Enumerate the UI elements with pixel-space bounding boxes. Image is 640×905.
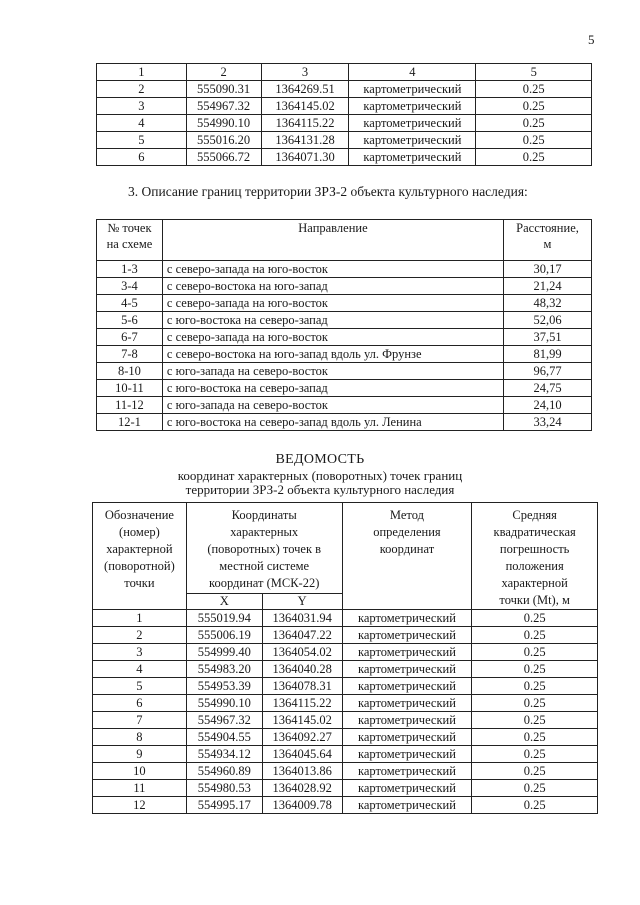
point-number: 11 — [93, 780, 187, 797]
error-value: 0.25 — [472, 729, 598, 746]
error-value: 0.25 — [476, 115, 592, 132]
coord-y: 1364009.78 — [262, 797, 342, 814]
direction: с северо-востока на юго-запад вдоль ул. Фрунзе — [162, 346, 503, 363]
point-number: 2 — [93, 627, 187, 644]
point-number: 5 — [93, 678, 187, 695]
method: картометрический — [342, 780, 472, 797]
coord-x: 554980.53 — [186, 780, 262, 797]
header-distance — [504, 220, 592, 261]
coord-y: 1364115.22 — [262, 695, 342, 712]
distance: 48,32 — [504, 295, 592, 312]
coord-x: 555090.31 — [186, 81, 261, 98]
coord-y: 1364071.30 — [261, 149, 349, 166]
header-line: Обозначение — [104, 508, 174, 522]
coord-y: 1364047.22 — [262, 627, 342, 644]
table-row — [97, 312, 592, 329]
table-row — [97, 346, 592, 363]
error-value: 0.25 — [472, 627, 598, 644]
error-value: 0.25 — [472, 797, 598, 814]
coord-x: 554904.55 — [186, 729, 262, 746]
table-row — [97, 363, 592, 380]
table-row — [93, 763, 598, 780]
coord-y: 1364013.86 — [262, 763, 342, 780]
header-line: точки (Mt), м — [499, 593, 570, 607]
header-line: координат (МСК-22) — [209, 576, 320, 590]
header-line: (поворотной) — [104, 559, 175, 573]
table-row — [97, 98, 592, 115]
coord-x: 554990.10 — [186, 695, 262, 712]
distance: 33,24 — [504, 414, 592, 431]
point-number: 6 — [97, 149, 187, 166]
table-row — [93, 746, 598, 763]
header-line: м — [543, 237, 552, 251]
table-row — [93, 695, 598, 712]
coord-y: 1364054.02 — [262, 644, 342, 661]
coord-x: 554953.39 — [186, 678, 262, 695]
point-number: 4 — [97, 115, 187, 132]
point-number: 3 — [97, 98, 187, 115]
method: картометрический — [342, 644, 472, 661]
table-row — [97, 329, 592, 346]
table-row — [93, 780, 598, 797]
header-line: характерных — [230, 525, 299, 539]
method: картометрический — [342, 661, 472, 678]
error-value: 0.25 — [472, 610, 598, 627]
table-row — [97, 380, 592, 397]
point-number: 6 — [93, 695, 187, 712]
header-cell: 3 — [261, 64, 349, 81]
table-row — [93, 644, 598, 661]
table-row — [97, 149, 592, 166]
header-x: X — [186, 593, 262, 609]
header-line: Метод — [389, 508, 424, 522]
point-number: 12 — [93, 797, 187, 814]
table-row — [93, 678, 598, 695]
table-row — [93, 712, 598, 729]
error-value: 0.25 — [472, 746, 598, 763]
coord-y: 1364031.94 — [262, 610, 342, 627]
coord-x: 554990.10 — [186, 115, 261, 132]
segment: 12-1 — [97, 414, 163, 431]
header-line: координат — [379, 542, 435, 556]
table-row — [93, 627, 598, 644]
method: картометрический — [342, 695, 472, 712]
error-value: 0.25 — [472, 678, 598, 695]
coord-x: 554934.12 — [186, 746, 262, 763]
direction: с юго-востока на северо-запад — [162, 312, 503, 329]
direction: с северо-запада на юго-восток — [162, 329, 503, 346]
coord-y: 1364045.64 — [262, 746, 342, 763]
coord-x: 555006.19 — [186, 627, 262, 644]
distance: 37,51 — [504, 329, 592, 346]
table-row — [93, 610, 598, 627]
segment: 8-10 — [97, 363, 163, 380]
table-row — [97, 132, 592, 149]
boundary-description-table — [96, 219, 592, 431]
header-line: Координаты — [231, 508, 297, 522]
method: картометрический — [342, 627, 472, 644]
table-row — [97, 81, 592, 98]
distance: 24,75 — [504, 380, 592, 397]
coord-x: 554967.32 — [186, 98, 261, 115]
table-header-row — [97, 220, 592, 261]
vedomost-subtitle: территории ЗРЗ-2 объекта культурного наследия — [185, 482, 455, 497]
segment: 11-12 — [97, 397, 163, 414]
point-number: 5 — [97, 132, 187, 149]
coord-x: 554983.20 — [186, 661, 262, 678]
table-header-row — [97, 64, 592, 81]
vedomost-subtitle: координат характерных (поворотных) точек границ — [177, 468, 463, 483]
header-line: местной системе — [219, 559, 310, 573]
coord-x: 555066.72 — [186, 149, 261, 166]
characteristic-points-table — [92, 502, 598, 814]
segment: 5-6 — [97, 312, 163, 329]
method: картометрический — [342, 729, 472, 746]
error-value: 0.25 — [472, 695, 598, 712]
error-value: 0.25 — [476, 81, 592, 98]
distance: 52,06 — [504, 312, 592, 329]
coord-y: 1364040.28 — [262, 661, 342, 678]
header-cell: 2 — [186, 64, 261, 81]
point-number: 10 — [93, 763, 187, 780]
direction: с юго-востока на северо-запад — [162, 380, 503, 397]
method: картометрический — [349, 132, 476, 149]
point-number: 1 — [93, 610, 187, 627]
coord-x: 554967.32 — [186, 712, 262, 729]
point-number: 3 — [93, 644, 187, 661]
error-value: 0.25 — [472, 780, 598, 797]
direction: с северо-востока на юго-запад — [162, 278, 503, 295]
coord-y: 1364092.27 — [262, 729, 342, 746]
direction: с северо-запада на юго-восток — [162, 295, 503, 312]
header-line: характерной — [501, 576, 568, 590]
header-line: на схеме — [106, 237, 153, 251]
header-line: погрешность — [499, 542, 570, 556]
point-number: 2 — [97, 81, 187, 98]
method: картометрический — [342, 746, 472, 763]
direction: с юго-востока на северо-запад вдоль ул. Ленина — [162, 414, 503, 431]
page-number: 5 — [588, 32, 595, 47]
header-line: характерной — [106, 542, 173, 556]
coord-x: 555019.94 — [186, 610, 262, 627]
direction: с северо-запада на юго-восток — [162, 261, 503, 278]
header-cell: 5 — [476, 64, 592, 81]
coord-y: 1364145.02 — [262, 712, 342, 729]
header-points — [97, 220, 163, 261]
method: картометрический — [349, 98, 476, 115]
point-number: 7 — [93, 712, 187, 729]
coord-y: 1364028.92 — [262, 780, 342, 797]
error-value: 0.25 — [472, 763, 598, 780]
point-number: 9 — [93, 746, 187, 763]
vedomost-title: ВЕДОМОСТЬ — [275, 452, 365, 467]
header-direction: Направление — [162, 220, 503, 261]
segment: 6-7 — [97, 329, 163, 346]
error-value: 0.25 — [472, 661, 598, 678]
point-number: 4 — [93, 661, 187, 678]
method: картометрический — [342, 610, 472, 627]
table-row — [93, 661, 598, 678]
distance: 30,17 — [504, 261, 592, 278]
coord-x: 554995.17 — [186, 797, 262, 814]
coord-x: 555016.20 — [186, 132, 261, 149]
coord-y: 1364145.02 — [261, 98, 349, 115]
error-value: 0.25 — [472, 644, 598, 661]
segment: 10-11 — [97, 380, 163, 397]
header-line: положения — [505, 559, 564, 573]
table-row — [97, 414, 592, 431]
segment: 7-8 — [97, 346, 163, 363]
header-mean-error — [472, 503, 598, 610]
coordinates-table-continued — [96, 63, 592, 166]
method: картометрический — [349, 115, 476, 132]
table-row — [93, 797, 598, 814]
table-row — [97, 278, 592, 295]
direction: с юго-запада на северо-восток — [162, 397, 503, 414]
coord-y: 1364131.28 — [261, 132, 349, 149]
error-value: 0.25 — [476, 149, 592, 166]
method: картометрический — [342, 678, 472, 695]
coord-y: 1364269.51 — [261, 81, 349, 98]
method: картометрический — [342, 763, 472, 780]
direction: с юго-запада на северо-восток — [162, 363, 503, 380]
header-method — [342, 503, 472, 610]
segment: 4-5 — [97, 295, 163, 312]
section-caption: 3. Описание границ территории ЗРЗ-2 объекта культурного наследия: — [128, 184, 528, 199]
distance: 21,24 — [504, 278, 592, 295]
header-y: Y — [262, 593, 342, 609]
method: картометрический — [349, 149, 476, 166]
header-line: Средняя — [512, 508, 557, 522]
segment: 3-4 — [97, 278, 163, 295]
header-line: определения — [373, 525, 441, 539]
coord-x: 554960.89 — [186, 763, 262, 780]
header-line: № точек — [107, 221, 152, 235]
header-line: Расстояние, — [516, 221, 579, 235]
header-cell: 4 — [349, 64, 476, 81]
point-number: 8 — [93, 729, 187, 746]
coord-y: 1364078.31 — [262, 678, 342, 695]
table-row — [97, 397, 592, 414]
header-line: квадратическая — [493, 525, 576, 539]
header-line: (поворотных) точек в — [207, 542, 322, 556]
header-coordinates — [186, 503, 342, 594]
header-line: (номер) — [119, 525, 160, 539]
distance: 24,10 — [504, 397, 592, 414]
header-point-designation — [93, 503, 187, 610]
error-value: 0.25 — [472, 712, 598, 729]
distance: 81,99 — [504, 346, 592, 363]
segment: 1-3 — [97, 261, 163, 278]
table-row — [97, 115, 592, 132]
coord-x: 554999.40 — [186, 644, 262, 661]
coord-y: 1364115.22 — [261, 115, 349, 132]
header-line: точки — [124, 576, 155, 590]
method: картометрический — [342, 712, 472, 729]
method: картометрический — [349, 81, 476, 98]
error-value: 0.25 — [476, 98, 592, 115]
table-header-row — [93, 503, 598, 594]
table-row — [93, 729, 598, 746]
distance: 96,77 — [504, 363, 592, 380]
header-cell: 1 — [97, 64, 187, 81]
method: картометрический — [342, 797, 472, 814]
table-row — [97, 261, 592, 278]
table-row — [97, 295, 592, 312]
error-value: 0.25 — [476, 132, 592, 149]
